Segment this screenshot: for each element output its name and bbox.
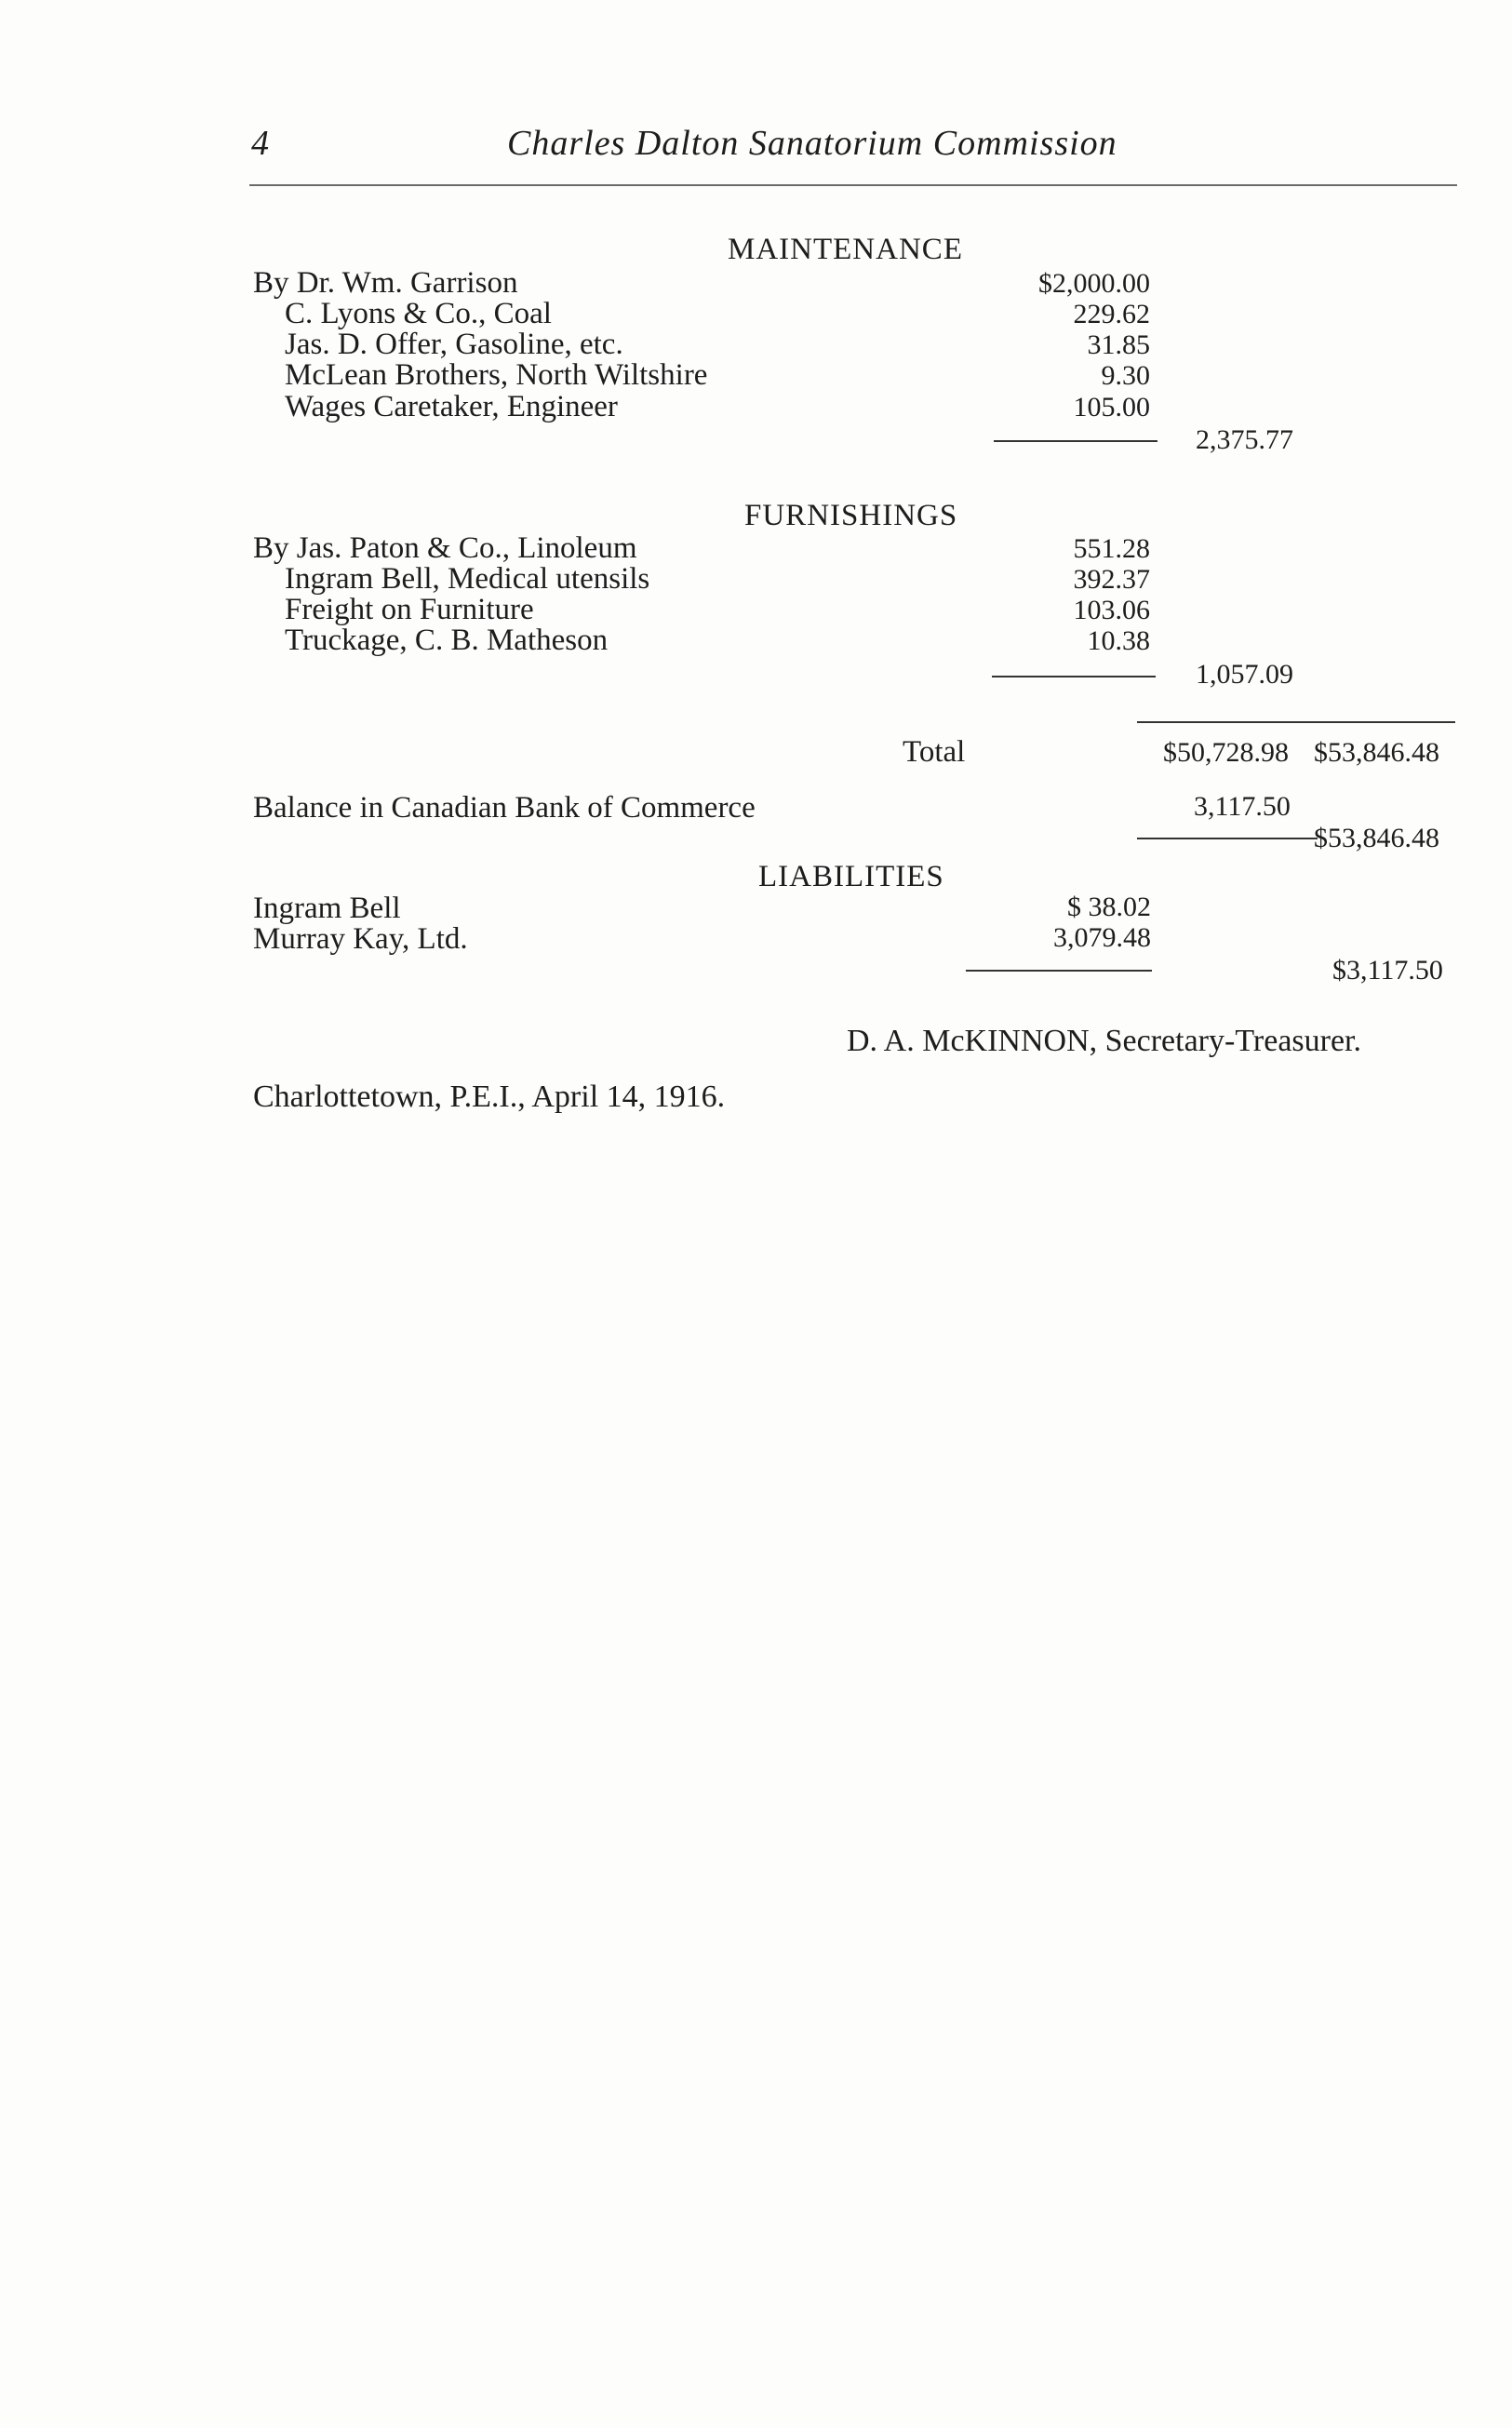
furnishings-item-label: By Jas. Paton & Co., Linoleum — [253, 531, 637, 565]
total-grand: $53,846.48 — [1314, 737, 1439, 768]
liabilities-item-amount: 3,079.48 — [1053, 922, 1151, 953]
furnishings-item-amount: 103.06 — [1073, 595, 1150, 625]
maintenance-item-amount: 105.00 — [1073, 392, 1150, 423]
balance-total: $53,846.48 — [1314, 823, 1439, 853]
furnishings-subtotal-rule — [992, 676, 1156, 677]
total-rule — [1137, 721, 1455, 723]
balance-amount: 3,117.50 — [1194, 791, 1291, 822]
liabilities-heading: LIABILITIES — [758, 860, 944, 893]
maintenance-item-amount: 229.62 — [1073, 299, 1150, 329]
maintenance-heading: MAINTENANCE — [728, 233, 963, 266]
liabilities-item-label: Ingram Bell — [253, 892, 401, 925]
liabilities-total: $3,117.50 — [1332, 955, 1443, 986]
furnishings-subtotal: 1,057.09 — [1196, 659, 1293, 690]
liabilities-item-label: Murray Kay, Ltd. — [253, 922, 468, 956]
maintenance-item-label: Jas. D. Offer, Gasoline, etc. — [285, 328, 623, 361]
running-head: Charles Dalton Sanatorium Commission — [507, 124, 1117, 163]
maintenance-item-label: By Dr. Wm. Garrison — [253, 266, 518, 300]
place-date: Charlottetown, P.E.I., April 14, 1916. — [253, 1080, 726, 1114]
liabilities-item-amount: $ 38.02 — [1067, 892, 1151, 922]
maintenance-subtotal: 2,375.77 — [1196, 424, 1293, 455]
total-subtotal: $50,728.98 — [1163, 737, 1289, 768]
balance-label: Balance in Canadian Bank of Commerce — [253, 791, 756, 825]
furnishings-item-amount: 10.38 — [1087, 625, 1150, 656]
header-rule — [249, 184, 1457, 186]
furnishings-item-label: Freight on Furniture — [285, 593, 534, 626]
maintenance-item-label: C. Lyons & Co., Coal — [285, 297, 552, 330]
furnishings-heading: FURNISHINGS — [744, 499, 958, 532]
maintenance-item-label: Wages Caretaker, Engineer — [285, 390, 618, 423]
maintenance-item-amount: $2,000.00 — [1038, 268, 1150, 299]
balance-rule — [1137, 838, 1318, 839]
furnishings-item-amount: 392.37 — [1073, 564, 1150, 595]
furnishings-item-amount: 551.28 — [1073, 533, 1150, 564]
signature: D. A. McKINNON, Secretary-Treasurer. — [847, 1024, 1361, 1058]
maintenance-subtotal-rule — [994, 440, 1157, 442]
total-label: Total — [903, 735, 966, 769]
page-number: 4 — [251, 124, 269, 163]
maintenance-item-amount: 9.30 — [1101, 360, 1150, 391]
maintenance-item-label: McLean Brothers, North Wiltshire — [285, 358, 708, 392]
maintenance-item-amount: 31.85 — [1087, 329, 1150, 360]
liabilities-rule — [966, 970, 1152, 972]
furnishings-item-label: Ingram Bell, Medical utensils — [285, 562, 650, 596]
furnishings-item-label: Truckage, C. B. Matheson — [285, 624, 609, 657]
